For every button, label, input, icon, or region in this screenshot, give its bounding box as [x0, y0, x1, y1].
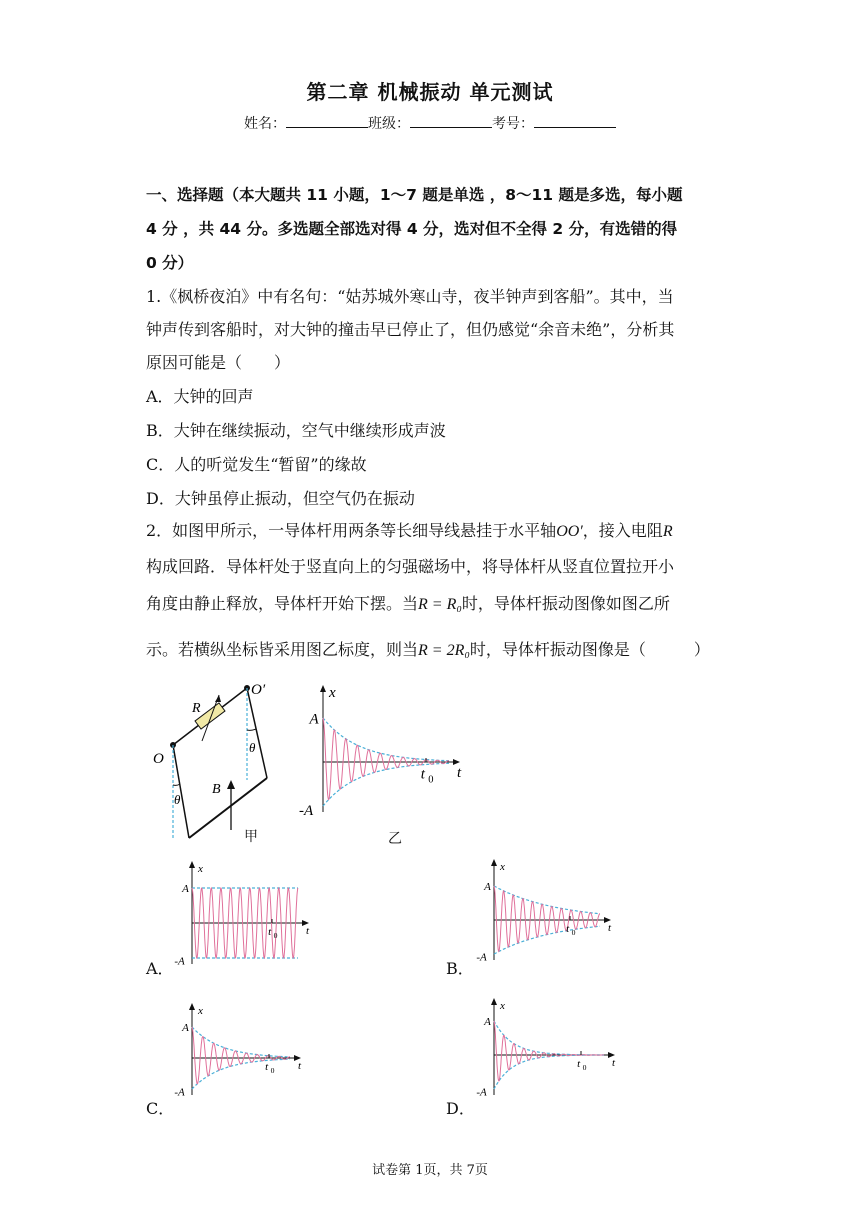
- student-info-row: [0, 113, 860, 133]
- label-t0: t: [268, 926, 272, 939]
- name-label: 姓名：: [244, 116, 286, 132]
- oscillation-curve: [494, 886, 600, 952]
- label-amp-pos: A: [484, 880, 491, 893]
- section-heading-line-1: 一、选择题（本大题共 11 小题，1～7 题是单选 ，8～11 题是多选，每小题: [146, 186, 683, 204]
- label-amp-pos: A: [182, 882, 189, 895]
- figure-jia-caption: 甲: [244, 829, 258, 845]
- label-axis-t: t: [306, 925, 310, 937]
- exam-no-blank[interactable]: [534, 114, 616, 128]
- label-o-prime: O′: [251, 682, 266, 698]
- page-footer: 试卷第 1页，共 7页: [372, 1163, 488, 1178]
- label-axis-t: t: [608, 922, 612, 934]
- q2-stem-line-1: 2．如图甲所示，一导体杆用两条等长细导线悬挂于水平轴OO′，接入电阻R: [146, 521, 673, 540]
- envelope-upper: [494, 1021, 604, 1055]
- label-axis-x: x: [500, 1000, 505, 1013]
- label-amp-neg: -A: [299, 803, 314, 819]
- q1-stem-line-1: 1.《枫桥夜泊》中有名句：“姑苏城外寒山寺，夜半钟声到客船”。其中，当: [146, 287, 674, 306]
- option-c-graph: [172, 1000, 317, 1110]
- label-t0-sub: 0: [270, 1065, 275, 1075]
- name-blank[interactable]: [286, 114, 368, 128]
- y-axis-arrow-icon: [491, 998, 497, 1005]
- exam-no-label: 考号：: [492, 116, 534, 132]
- label-amp-neg: -A: [476, 951, 487, 964]
- q1-option-b: B．大钟在继续振动，空气中继续形成声波: [146, 421, 446, 440]
- label-t0-sub: 0: [273, 930, 278, 940]
- envelope-upper: [192, 1027, 290, 1057]
- class-label: 班级：: [368, 116, 410, 132]
- oscillation-curve: [494, 1021, 604, 1081]
- y-axis-arrow-icon: [189, 861, 195, 868]
- figure-yi-caption: 乙: [388, 831, 402, 847]
- q1-option-a: A．大钟的回声: [146, 387, 254, 406]
- oscillation-curve: [192, 1027, 290, 1084]
- resistor-symbol: R: [662, 523, 673, 540]
- label-r: R: [192, 701, 201, 716]
- q1-option-d: D．大钟虽停止振动，但空气仍在振动: [146, 489, 415, 508]
- q2-option-c[interactable]: C．: [146, 1099, 175, 1118]
- q2-option-b[interactable]: B．: [446, 959, 474, 978]
- option-a-graph: [172, 858, 317, 968]
- label-theta-right: θ: [249, 740, 256, 755]
- label-amp-neg: -A: [476, 1086, 487, 1099]
- axis-oo-prime: OO′: [556, 523, 583, 540]
- page-title: 第二章 机械振动 单元测试: [306, 80, 554, 104]
- label-b: B: [212, 782, 221, 797]
- label-o: O: [153, 751, 164, 767]
- label-axis-x: x: [198, 863, 203, 876]
- y-axis-arrow-icon: [491, 859, 497, 866]
- label-amp-pos: A: [484, 1015, 491, 1028]
- angle-arc-right: [247, 729, 256, 730]
- class-blank[interactable]: [410, 114, 492, 128]
- label-axis-x: x: [198, 1005, 203, 1018]
- r-equals-r0: R = R₀: [418, 596, 462, 613]
- q2-option-d[interactable]: D．: [446, 1099, 475, 1118]
- label-t0-sub: 0: [582, 1062, 587, 1072]
- label-amp-pos: A: [182, 1021, 189, 1034]
- figure-jia: [145, 680, 295, 845]
- label-axis-x: x: [329, 685, 336, 701]
- angle-arc-left: [173, 784, 180, 785]
- label-t0: t: [265, 1061, 269, 1074]
- q2-option-a[interactable]: A．: [146, 959, 174, 978]
- section-heading-line-2: 4 分 ，共 44 分。多选题全部选对得 4 分，选对但不全得 2 分，有选错的得: [146, 220, 678, 238]
- envelope-upper: [323, 718, 449, 761]
- label-t0: t: [420, 766, 425, 783]
- label-amp-neg: -A: [174, 1086, 185, 1099]
- section-heading-line-3: 0 分）: [146, 254, 194, 272]
- y-axis-arrow-icon: [189, 1003, 195, 1010]
- y-axis-arrow-icon: [320, 685, 326, 692]
- option-b-graph: [474, 856, 619, 966]
- q1-stem-line-2: 钟声传到客船时，对大钟的撞击早已停止了，但仍感觉“余音未绝”，分析其: [146, 320, 675, 339]
- q1-option-c: C．人的听觉发生“暂留”的缘故: [146, 455, 367, 474]
- q2-stem-line-4: 示。若横纵坐标皆采用图乙标度，则当R = 2R₀时，导体杆振动图像是（ ）: [146, 640, 710, 659]
- envelope-upper: [494, 886, 600, 914]
- q2-stem-line-2: 构成回路．导体杆处于竖直向上的匀强磁场中，将导体杆从竖直位置拉开小: [146, 557, 675, 576]
- figure-yi: [295, 682, 475, 832]
- label-t0-sub: 0: [571, 927, 576, 937]
- q1-stem-line-3: 原因可能是（ ）: [146, 353, 291, 372]
- q2-stem-line-3: 角度由静止释放，导体杆开始下摆。当R = R₀时，导体杆振动图像如图乙所: [146, 594, 670, 613]
- label-axis-t: t: [298, 1060, 302, 1072]
- right-wire: [247, 688, 267, 778]
- label-amp-pos: A: [309, 711, 319, 728]
- r-equals-2r0: R = 2R₀: [418, 642, 470, 659]
- label-t0: t: [577, 1058, 581, 1071]
- b-field-arrow-head: [227, 780, 235, 789]
- option-d-graph: [474, 995, 619, 1105]
- label-axis-t: t: [612, 1057, 616, 1069]
- label-t0-sub: 0: [428, 774, 434, 786]
- label-axis-x: x: [500, 861, 505, 874]
- label-amp-neg: -A: [174, 955, 185, 968]
- label-t0: t: [566, 923, 570, 936]
- label-axis-t: t: [457, 765, 462, 781]
- label-theta-left: θ: [174, 792, 181, 807]
- variable-arrow-head: [215, 695, 221, 702]
